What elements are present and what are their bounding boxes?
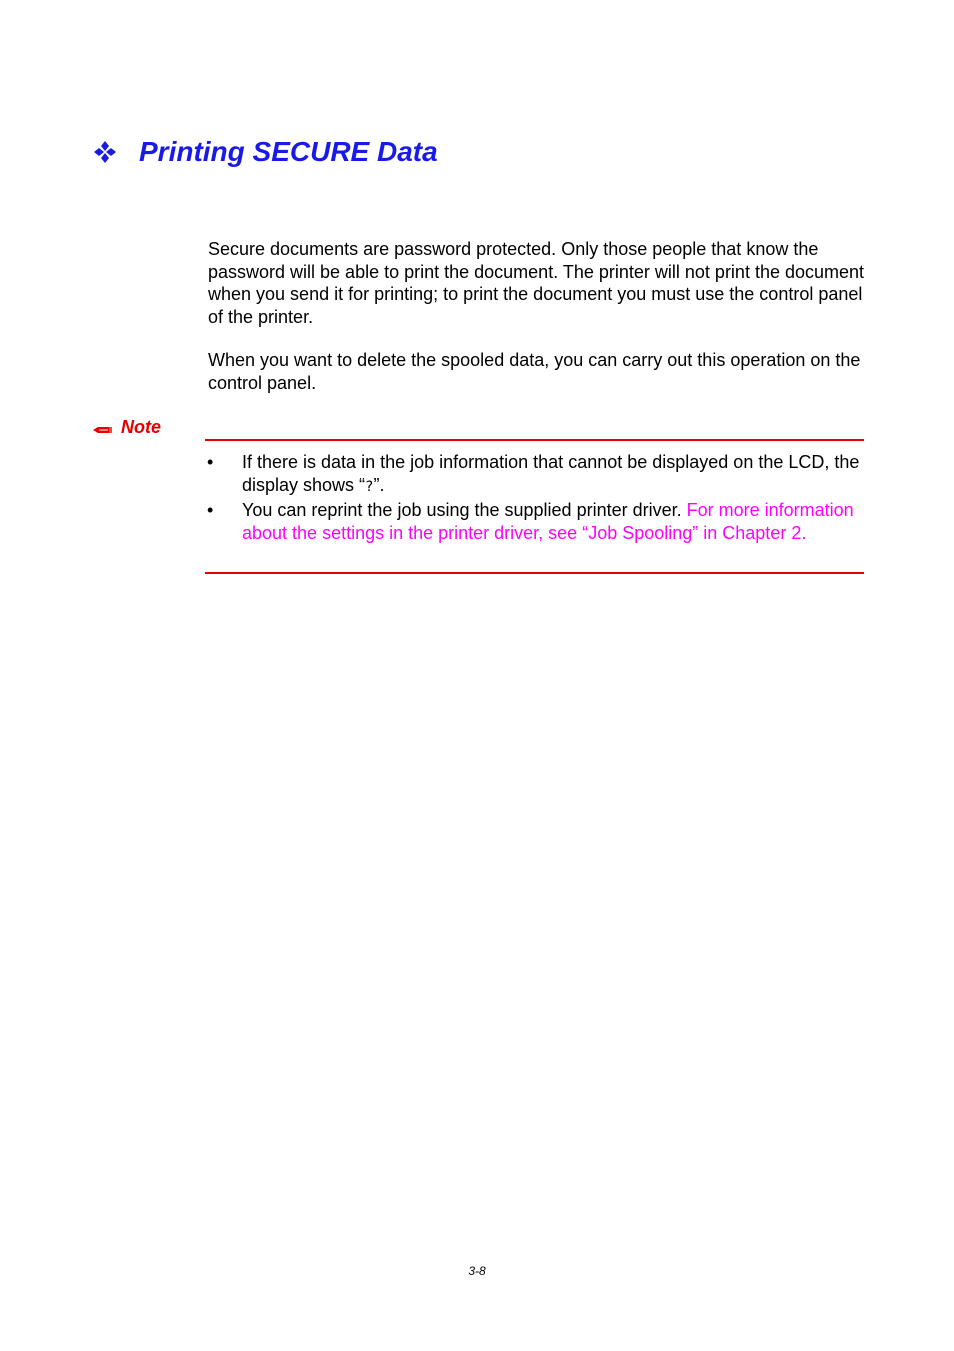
note-bottom-rule [205, 572, 864, 574]
body-paragraph-2: When you want to delete the spooled data, you can carry out this operation on the control panel. [208, 350, 861, 393]
list-item [205, 499, 865, 544]
four-diamond-icon [93, 140, 117, 164]
note-list [205, 451, 865, 545]
list-item [205, 451, 865, 498]
pencil-icon [93, 421, 113, 435]
note-item-text [242, 451, 865, 498]
display-symbol: ? [365, 478, 374, 495]
body-paragraph-1: Secure documents are password protected. Only those people that know the password will be able to print the document. The printer will not print the document when you send it for printing; to print the document you must use the control panel of the printer. [208, 239, 865, 327]
note-item-2-text: You can reprint the job using the supplied printer driver. [242, 500, 687, 520]
page-title: Printing SECURE Data [139, 136, 438, 167]
job-spooling-link[interactable]: For more information about the settings in the printer driver, see “Job Spooling” in Chapter 2. [242, 500, 854, 543]
section-heading [93, 136, 438, 168]
page-number: 3-8 [468, 1264, 486, 1278]
note-label [93, 417, 161, 438]
bullet: • [207, 452, 214, 472]
bullet: • [207, 500, 214, 520]
note-item-text [242, 499, 865, 544]
note-item-1-text-after: ”. [373, 474, 385, 495]
note-item-1-text-before: If there is data in the job information that cannot be displayed on the LCD, the display shows “ [242, 452, 860, 495]
note-top-rule [205, 439, 864, 441]
note-label-text: Note [121, 417, 161, 437]
